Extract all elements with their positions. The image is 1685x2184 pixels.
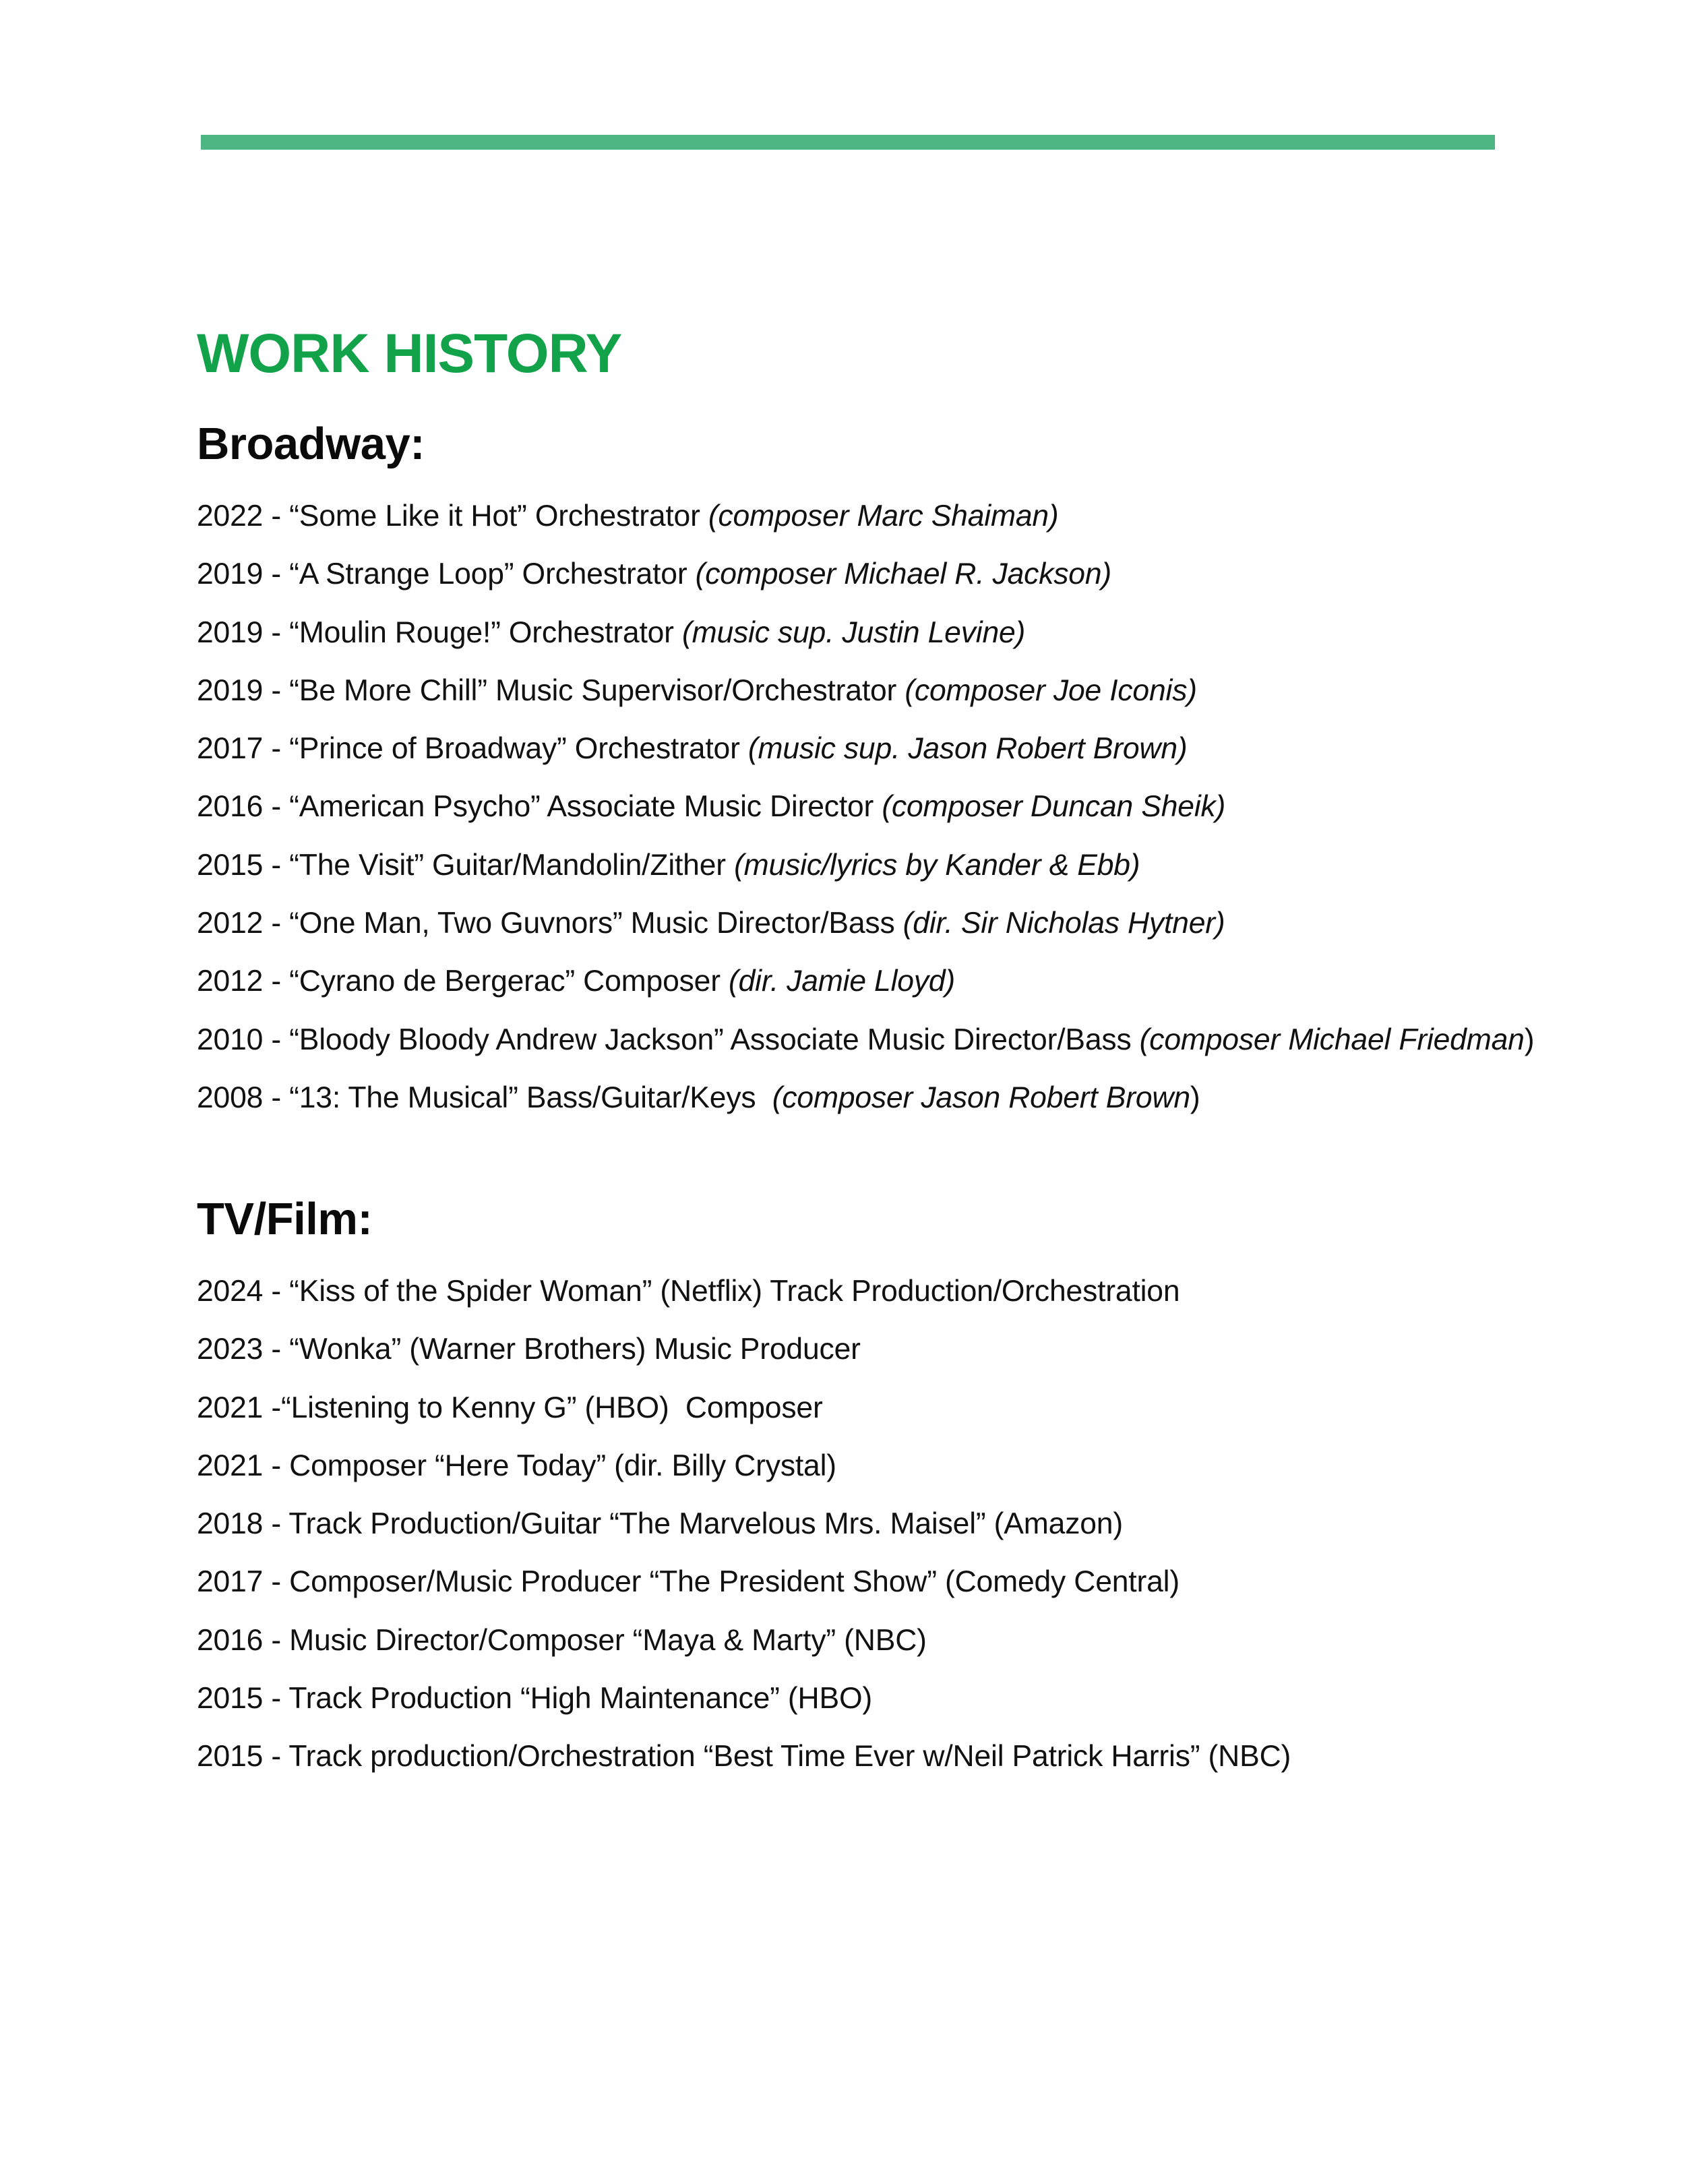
entry-text: 2017 - “Prince of Broadway” Orchestrator (197, 732, 748, 766)
broadway-entry (197, 1019, 1534, 1076)
tv-film-entry: 2024 - “Kiss of the Spider Woman” (Netflix) Track Production/Orchestration (197, 1275, 1180, 1308)
tv-film-entry: 2021 -“Listening to Kenny G” (HBO) Composer (197, 1391, 823, 1424)
tv-film-heading: TV/Film: (197, 1194, 373, 1244)
entry-tail: ) (1190, 1081, 1200, 1114)
broadway-entry (197, 960, 1534, 1018)
entry-text: 2016 - “American Psycho” Associate Music Director (197, 790, 882, 824)
entry-text: 2008 - “13: The Musical” Bass/Guitar/Keys (197, 1081, 772, 1114)
entry-credit: (dir. Sir Nicholas Hytner) (902, 907, 1225, 940)
entry-text: 2012 - “One Man, Two Guvnors” Music Director/Bass (197, 907, 903, 940)
tv-film-entry: 2017 - Composer/Music Producer “The President Show” (Comedy Central) (197, 1565, 1180, 1599)
entry-text: 2019 - “Be More Chill” Music Supervisor/Orchestrator (197, 673, 905, 707)
entry-tail: ) (1524, 1023, 1535, 1056)
entry-credit: (music sup. Justin Levine) (681, 615, 1026, 649)
entry-text: 2010 - “Bloody Bloody Andrew Jackson” Associate Music Director/Bass (197, 1023, 1140, 1056)
broadway-entry (197, 669, 1534, 727)
broadway-entry (197, 495, 1534, 553)
entry-text: 2015 - “The Visit” Guitar/Mandolin/Zither (197, 848, 735, 882)
entry-text: 2012 - “Cyrano de Bergerac” Composer (197, 965, 729, 998)
entry-credit: (dir. Jamie Lloyd) (729, 965, 956, 998)
broadway-entry (197, 902, 1534, 960)
broadway-entry (197, 727, 1534, 785)
entry-credit: (composer Michael Friedman (1139, 1023, 1525, 1056)
entry-credit: (composer Michael R. Jackson) (695, 557, 1112, 591)
entry-text: 2019 - “Moulin Rouge!” Orchestrator (197, 615, 682, 649)
entry-credit: (composer Jason Robert Brown (772, 1081, 1190, 1114)
entry-credit: (music/lyrics by Kander & Ebb) (734, 848, 1140, 882)
section-title: WORK HISTORY (197, 323, 622, 384)
tv-film-entry: 2018 - Track Production/Guitar “The Marvelous Mrs. Maisel” (Amazon) (197, 1507, 1123, 1541)
broadway-entry (197, 844, 1534, 902)
tv-film-list (197, 1270, 1291, 1794)
tv-film-entry: 2015 - Track production/Orchestration “Best Time Ever w/Neil Patrick Harris” (NBC) (197, 1740, 1291, 1773)
tv-film-entry: 2016 - Music Director/Composer “Maya & Marty” (NBC) (197, 1623, 927, 1657)
broadway-entry (197, 1076, 1534, 1134)
entry-credit: (music sup. Jason Robert Brown) (747, 732, 1188, 766)
entry-credit: (composer Joe Iconis) (905, 673, 1197, 707)
entry-text: 2019 - “A Strange Loop” Orchestrator (197, 557, 696, 591)
entry-credit: (composer Marc Shaiman) (708, 499, 1059, 533)
broadway-entry (197, 553, 1534, 611)
broadway-heading: Broadway: (197, 419, 425, 469)
tv-film-entry: 2021 - Composer “Here Today” (dir. Billy Crystal) (197, 1449, 836, 1482)
tv-film-entry: 2023 - “Wonka” (Warner Brothers) Music Producer (197, 1333, 861, 1366)
tv-film-entry: 2015 - Track Production “High Maintenance” (HBO) (197, 1682, 872, 1716)
top-divider (201, 135, 1495, 150)
broadway-entry (197, 611, 1534, 669)
entry-text: 2022 - “Some Like it Hot” Orchestrator (197, 499, 708, 533)
broadway-list (197, 495, 1534, 1134)
entry-credit: (composer Duncan Sheik) (882, 790, 1226, 824)
broadway-entry (197, 785, 1534, 843)
